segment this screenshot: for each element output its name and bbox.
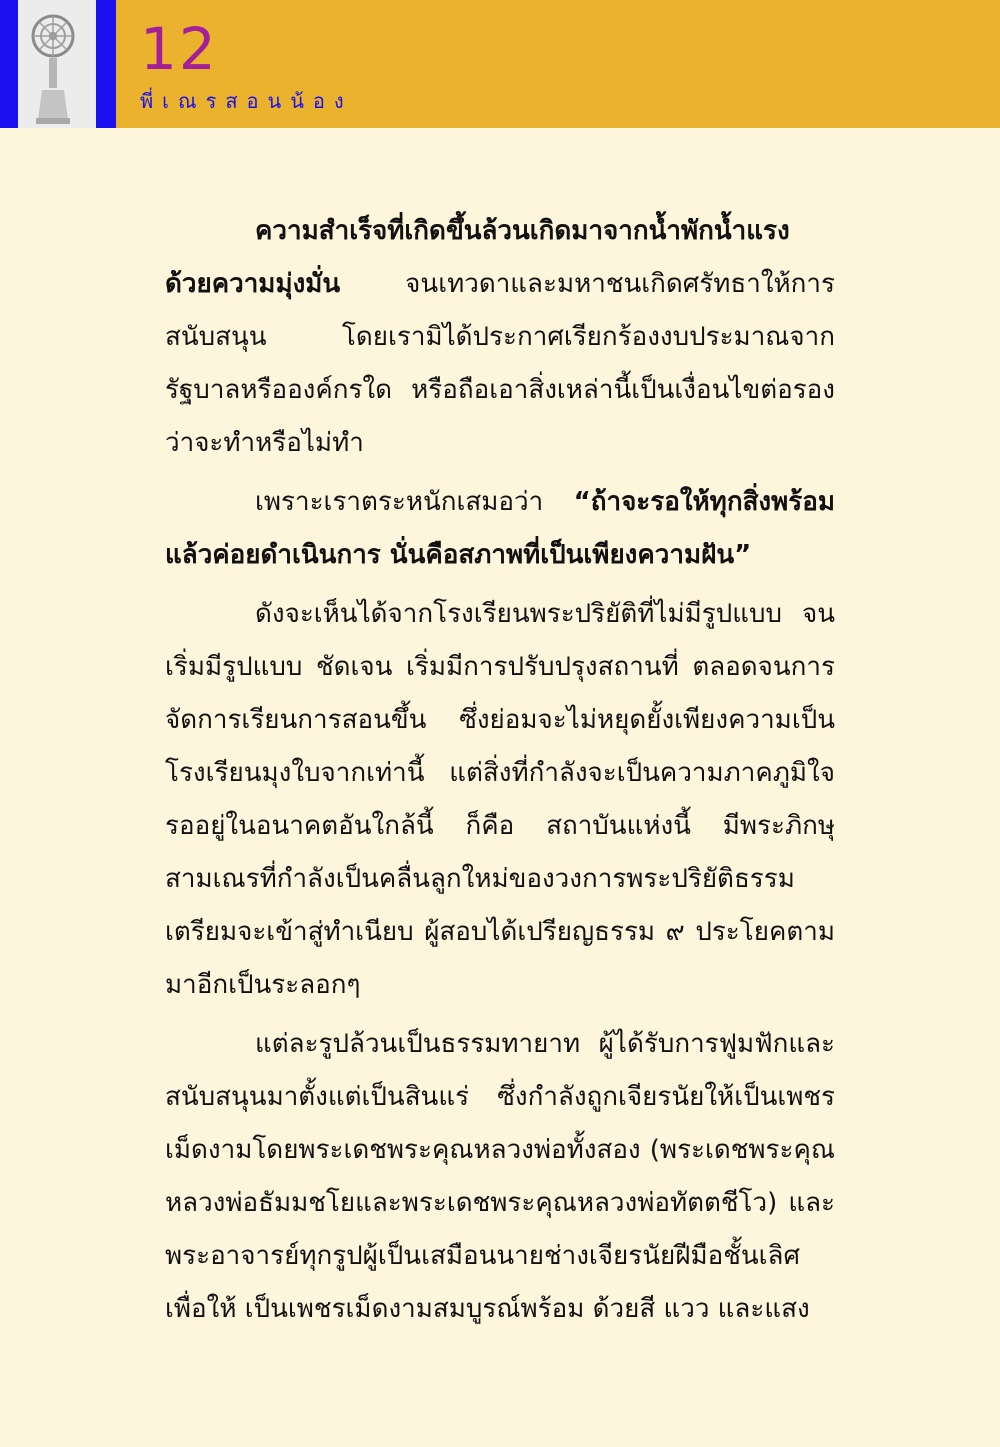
section-title: พี่เณรสอนน้อง — [140, 89, 353, 113]
emblem-panel — [18, 0, 96, 128]
paragraph-1-bold-lead: ความสำเร็จที่เกิดขึ้นล้วนเกิดมาจากน้ำพักน้ำแรงด้วยความมุ่งมั่น — [165, 216, 790, 299]
left-blue-stripe — [0, 0, 18, 128]
right-blue-stripe — [96, 0, 116, 128]
paragraph-1 — [165, 205, 835, 470]
page-number: 12 — [140, 15, 218, 83]
body-text — [165, 205, 835, 1342]
paragraph-3: ดังจะเห็นได้จากโรงเรียนพระปริยัติที่ไม่มีรูปแบบ จนเริ่มมีรูปแบบ ชัดเจน เริ่มมีการปรับปรุงสถานที่ ตลอดจนการจัดการเรียนการสอนขึ้น ซึ่งย่อมจะไม่หยุดยั้งเพียงความเป็นโรงเรียนมุงใบจากเท่านี้ แต่สิ่งที่กำลังจะเป็นความภาคภูมิใจรออยู่ในอนาคตอันใกล้นี้ ก็คือ สถาบันแห่งนี้ มีพระภิกษุสามเณรที่กำลังเป็นคลื่นลูกใหม่ของวงการพระปริยัติธรรม เตรียมจะเข้าสู่ทำเนียบ ผู้สอบได้เปรียญธรรม ๙ ประโยคตามมาอีกเป็นระลอกๆ — [165, 599, 835, 1000]
paragraph-2-text: เพราะเราตระหนักเสมอว่า — [255, 487, 574, 517]
paragraph-1-text: จนเทวดาและมหาชนเกิดศรัทธาให้การสนับสนุน โดยเรามิได้ประกาศเรียกร้องงบประมาณจากรัฐบาลหรือองค์กรใด หรือถือเอาสิ่งเหล่านี้เป็นเงื่อนไขต่อรองว่าจะทำหรือไม่ทำ — [165, 269, 835, 458]
paragraph-2 — [165, 476, 835, 582]
page-header — [0, 0, 1000, 128]
wheel-emblem-icon — [18, 0, 96, 128]
paragraph-2-quote: “ถ้าจะรอให้ทุกสิ่งพร้อมแล้วค่อยดำเนินการ นั่นคือสภาพที่เป็นเพียงความฝัน” — [165, 487, 835, 570]
paragraph-4: แต่ละรูปล้วนเป็นธรรมทายาท ผู้ได้รับการฟูมฟักและสนับสนุนมาตั้งแต่เป็นสินแร่ ซึ่งกำลังถูกเจียรนัยให้เป็นเพชรเม็ดงามโดยพระเดชพระคุณหลวงพ่อทั้งสอง (พระเดชพระคุณหลวงพ่อธัมมชโยและพระเดชพระคุณหลวงพ่อทัตตชีโว) และพระอาจารย์ทุกรูปผู้เป็นเสมือนนายช่างเจียรนัยฝีมือชั้นเลิศ เพื่อให้ เป็นเพชรเม็ดงามสมบูรณ์พร้อม ด้วยสี แวว และแสง — [165, 1029, 835, 1324]
